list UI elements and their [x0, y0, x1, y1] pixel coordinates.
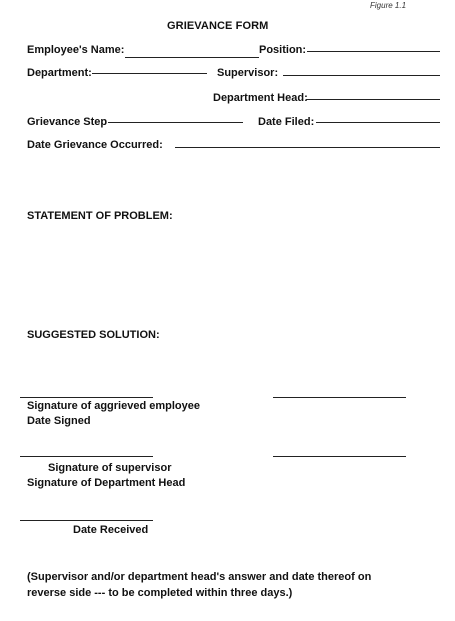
date-received-line[interactable]	[20, 520, 153, 521]
figure-caption: Figure 1.1	[370, 1, 407, 10]
aggrieved-signature-label: Signature of aggrieved employee	[27, 400, 200, 412]
department-head-signature-label: Signature of Department Head	[27, 477, 186, 489]
date-received-label: Date Received	[73, 524, 149, 536]
date-occurred-label: Date Grievance Occurred:	[27, 139, 163, 151]
department-line[interactable]	[92, 73, 207, 74]
employee-name-line[interactable]	[125, 57, 259, 58]
date-occurred-line[interactable]	[175, 147, 440, 148]
aggrieved-signature-line[interactable]	[20, 397, 153, 398]
department-head-line[interactable]	[306, 99, 440, 100]
footer-note: (Supervisor and/or department head's answer and date thereof on reverse side --- to be completed within three days.)	[27, 571, 372, 599]
position-label: Position:	[259, 44, 307, 56]
grievance-step-line[interactable]	[108, 122, 243, 123]
solution-heading: SUGGESTED SOLUTION:	[27, 329, 160, 341]
grievance-step-label: Grievance Step	[27, 116, 108, 128]
date-filed-line[interactable]	[316, 122, 440, 123]
date-signed-label: Date Signed	[27, 415, 91, 427]
supervisor-label: Supervisor:	[217, 67, 279, 79]
supervisor-line[interactable]	[283, 75, 440, 76]
supervisor-signature-line[interactable]	[20, 456, 153, 457]
statement-heading: STATEMENT OF PROBLEM:	[27, 210, 173, 222]
date-filed-label: Date Filed:	[258, 116, 315, 128]
employee-name-label: Employee's Name:	[27, 44, 125, 56]
department-label: Department:	[27, 67, 92, 79]
department-head-signature-line[interactable]	[273, 456, 406, 457]
form-title: GRIEVANCE FORM	[167, 20, 269, 32]
position-line[interactable]	[307, 51, 440, 52]
department-head-label: Department Head:	[213, 92, 308, 104]
supervisor-signature-label: Signature of supervisor	[48, 462, 172, 474]
date-signed-line[interactable]	[273, 397, 406, 398]
